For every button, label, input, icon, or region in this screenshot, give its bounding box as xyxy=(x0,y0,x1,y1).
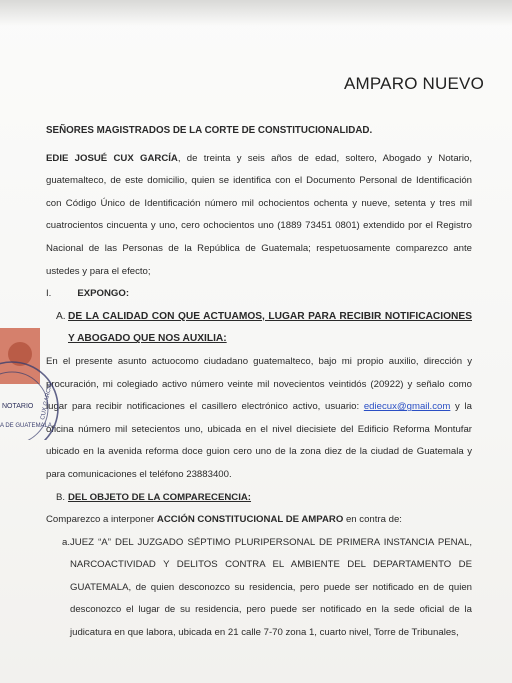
stamp-text-2: CUX GARCIA xyxy=(40,382,54,421)
list-item-a-letter: a. xyxy=(62,536,71,548)
section-a-text-2: y la oficina número mil setecientos uno, ubicada en el nivel diecisiete del Edificio Reforma Montufar ubicado en la avenida reforma doce guion cero uno de la zona diez de la ciudad de Guatemala y para comunicaciones el teléfono 23883400. xyxy=(46,401,472,480)
section-label: EXPONGO: xyxy=(77,288,130,300)
intro-paragraph xyxy=(46,148,472,284)
addressee: SEÑORES MAGISTRADOS DE LA CORTE DE CONSTITUCIONALIDAD. xyxy=(46,125,373,136)
section-b-text-2: en contra de: xyxy=(343,514,402,526)
notary-stamp xyxy=(0,328,62,440)
petitioner-name: EDIE JOSUÉ CUX GARCÍA xyxy=(46,152,178,164)
section-a-text-1: En el presente asunto actuocomo ciudadano guatemalteco, bajo mi propio auxilio, dirección y procuración, mi colegiado activo número veinte mil novecientos veintidós (20922) y señalo como lugar para recibir notificaciones el casillero electrónico activo, usuario: xyxy=(46,355,472,413)
document-title: AMPARO NUEVO xyxy=(344,74,484,93)
section-a-heading: DE LA CALIDAD CON QUE ACTUAMOS, LUGAR PARA RECIBIR NOTIFICACIONES Y ABOGADO QUE NOS AUXILIA: xyxy=(68,310,472,345)
action-name: ACCIÓN CONSTITUCIONAL DE AMPARO xyxy=(156,514,344,526)
list-item-a-text: JUEZ “A” DEL JUZGADO SÉPTIMO PLURIPERSONAL DE PRIMERA INSTANCIA PENAL, NARCOACTIVIDAD Y DELITOS CONTRA EL AMBIENTE DEL DEPARTAMENTO DE GUATEMALA, de quien desconozco su residencia, pero puede ser notificado en de quien desconozco el lugar de su residencia, pero puede ser notificado en la sede oficial de la judicatura en que labora, ubicada en 21 calle 7-70 zona 1, cuarto nivel, Torre de Tribunales, xyxy=(70,536,472,639)
intro-text: , de treinta y seis años de edad, soltero, Abogado y Notario, guatemalteco, de este domicilio, quien se identifica con el Documento Personal de Identificación con Código Único de Identificación número mil ochocientos ochenta y nueve, setenta y tres mil cuatrocientos cincuenta y uno, cero ochocientos uno (1889 73451 0801) extendido por el Registro Nacional de las Personas de la República de Guatemala; respetuosamente comparezco ante ustedes y para el efecto; xyxy=(46,152,472,277)
stamp-text-3: A DE GUATEMALA xyxy=(0,423,52,429)
email-link[interactable]: ediecux@gmail.com xyxy=(363,401,451,413)
section-b-letter: B. xyxy=(56,491,66,503)
stamp-text-1: NOTARIO xyxy=(2,403,34,410)
document-body xyxy=(46,120,472,645)
section-a-letter: A. xyxy=(56,310,66,322)
section-b-text-1: Comparezco a interponer xyxy=(46,514,157,526)
section-b-title xyxy=(46,487,472,510)
section-b-paragraph xyxy=(46,509,472,532)
scan-shadow xyxy=(0,0,512,26)
section-heading xyxy=(46,283,472,306)
section-number: I. xyxy=(46,288,52,300)
list-item-a xyxy=(46,532,472,645)
section-a-title xyxy=(46,306,472,351)
section-b-heading: DEL OBJETO DE LA COMPARECENCIA: xyxy=(68,491,252,503)
section-a-paragraph xyxy=(46,351,472,487)
